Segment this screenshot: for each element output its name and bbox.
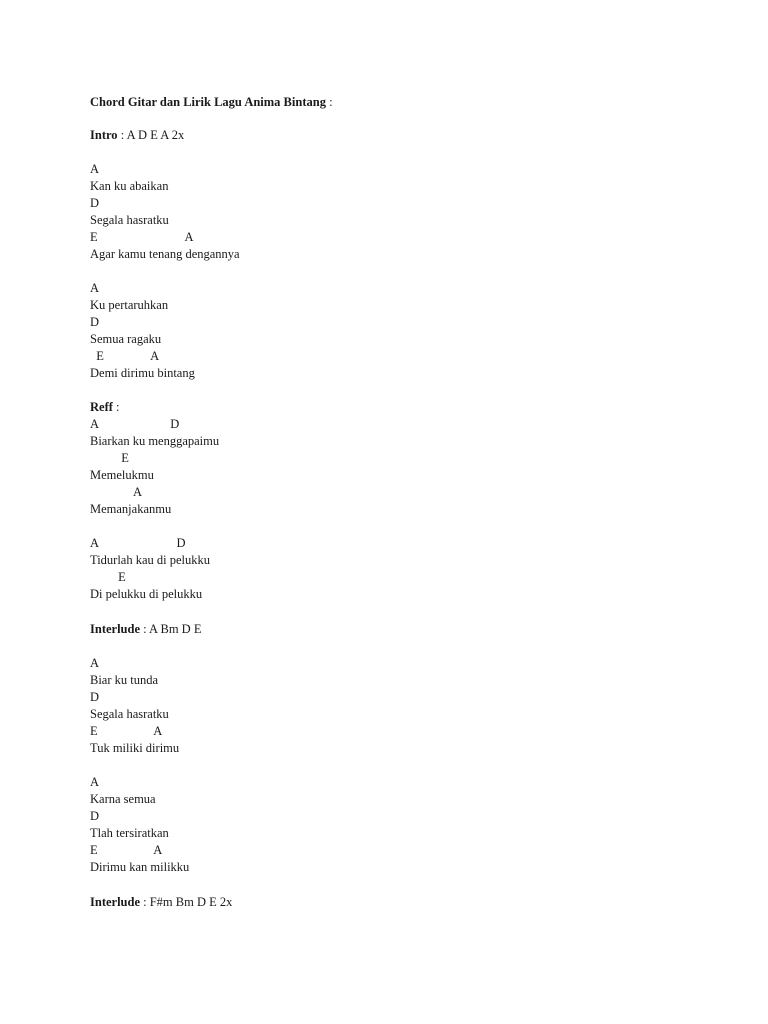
lyric-line: Tuk miliki dirimu (90, 741, 180, 755)
chord-line: E (90, 570, 126, 584)
lyric-line: Kan ku abaikan (90, 179, 169, 193)
lyric-line: Agar kamu tenang dengannya (90, 247, 240, 261)
chord-line: E A (90, 349, 160, 363)
section-label: Interlude (90, 622, 140, 636)
title-bold: Chord Gitar dan Lirik Lagu Anima Bintang (90, 95, 326, 109)
chord-line: E A (90, 230, 194, 244)
lyric-line: Memelukmu (90, 468, 154, 482)
chord-line: D (90, 690, 100, 704)
title-rest: : (325, 95, 333, 109)
lyric-line: Tlah tersiratkan (90, 826, 169, 840)
chord-line: E A (90, 724, 163, 738)
lyric-line: Tidurlah kau di pelukku (90, 553, 211, 567)
lyric-line: Demi dirimu bintang (90, 366, 195, 380)
chord-line: A D (90, 417, 180, 431)
lyric-line: Karna semua (90, 792, 156, 806)
document-title (90, 95, 333, 110)
chord-line: A (90, 656, 100, 670)
lyric-line: Di pelukku di pelukku (90, 587, 203, 601)
section-label: Intro (90, 128, 118, 142)
chord-line: D (90, 809, 100, 823)
lyric-line: Semua ragaku (90, 332, 162, 346)
chord-line: E A (90, 843, 163, 857)
lyric-line: Biar ku tunda (90, 673, 159, 687)
chord-line: D (90, 315, 100, 329)
section-label-line (90, 400, 120, 415)
section-chords: : (112, 400, 120, 414)
section-chords: : A D E A 2x (117, 128, 185, 142)
section-label: Interlude (90, 895, 140, 909)
chord-line: A (90, 485, 143, 499)
chord-line: E (90, 451, 129, 465)
lyric-line: Memanjakanmu (90, 502, 172, 516)
chord-line: A (90, 281, 100, 295)
lyric-line: Segala hasratku (90, 707, 169, 721)
section-label-line (90, 128, 184, 143)
section-label-line (90, 622, 201, 637)
lyric-line: Dirimu kan milikku (90, 860, 190, 874)
lyric-line: Biarkan ku menggapaimu (90, 434, 220, 448)
section-chords: : A Bm D E (140, 622, 202, 636)
chord-line: A (90, 162, 100, 176)
chord-line: A (90, 775, 100, 789)
section-chords: : F#m Bm D E 2x (140, 895, 233, 909)
section-label-line (90, 895, 232, 910)
chord-line: A D (90, 536, 186, 550)
lyric-line: Segala hasratku (90, 213, 169, 227)
lyric-line: Ku pertaruhkan (90, 298, 169, 312)
chord-line: D (90, 196, 100, 210)
section-label: Reff (90, 400, 113, 414)
